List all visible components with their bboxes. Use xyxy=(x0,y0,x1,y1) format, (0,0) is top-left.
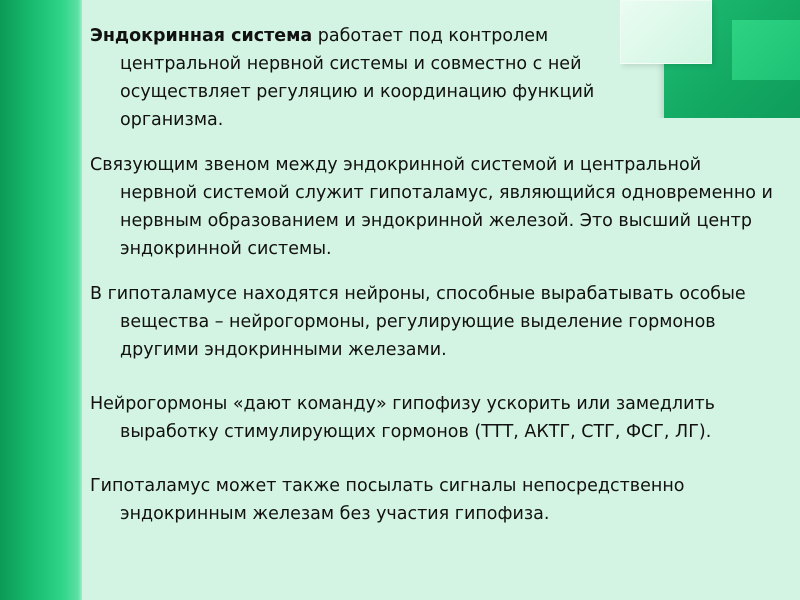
paragraph-4-text: Нейрогормоны «дают команду» гипофизу ускорить или замедлить выработку стимулирующих гормонов (ТТТ, АКТГ, СТГ, ФСГ, ЛГ). xyxy=(90,394,715,442)
paragraph-3 xyxy=(90,280,780,364)
paragraph-1 xyxy=(90,22,660,134)
paragraph-1-bold: Эндокринная система xyxy=(90,26,313,46)
paragraph-3-text: В гипоталамусе находятся нейроны, способные вырабатывать особые вещества – нейрогормоны, регулирующие выделение гормонов другими эндокринными железами. xyxy=(90,284,746,360)
left-accent-bar xyxy=(0,0,82,600)
paragraph-2-text: Связующим звеном между эндокринной системой и центральной нервной системой служит гипоталамус, являющийся одновременно и нервным образованием и эндокринной железой. Это высший центр эндокринной системы. xyxy=(90,155,773,259)
paragraph-5-text: Гипоталамус может также посылать сигналы непосредственно эндокринным железам без участия гипофиза. xyxy=(90,476,685,524)
paragraph-2 xyxy=(90,151,780,263)
paragraph-1-text: работает под контролем центральной нервной системы и совместно с ней осуществляет регуляцию и координацию функций организма. xyxy=(120,26,595,130)
paragraph-4 xyxy=(90,390,770,446)
paragraph-5 xyxy=(90,472,780,528)
slide-body xyxy=(90,22,780,545)
